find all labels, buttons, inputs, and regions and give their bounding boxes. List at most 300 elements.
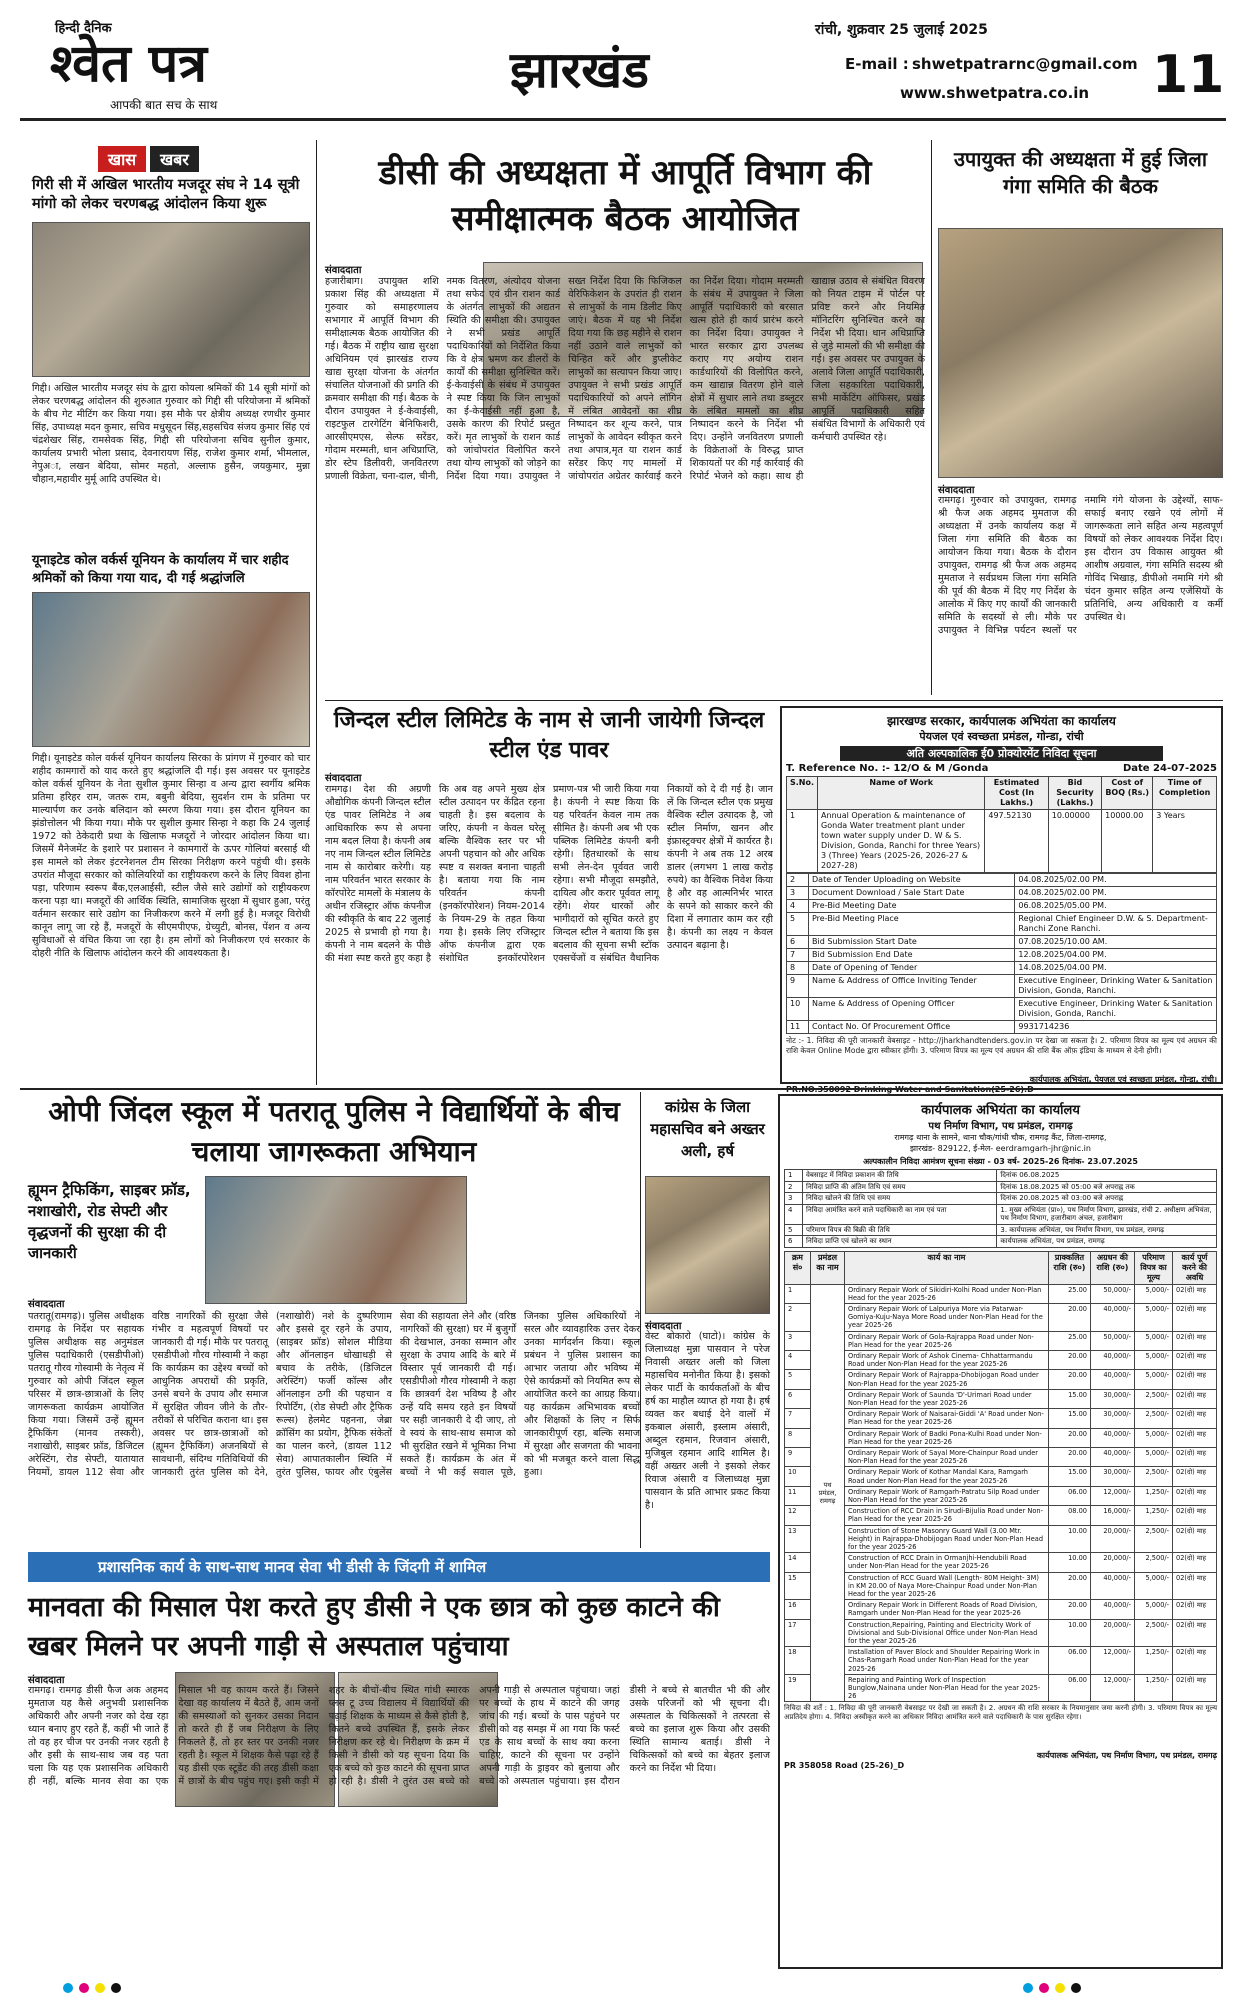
registration-dot (1023, 1983, 1033, 1993)
tender2-cell: 02(दो) माह (1173, 1284, 1217, 1303)
tender2-cell: 5,000/- (1135, 1370, 1173, 1389)
tender2-cell: 7 (785, 1409, 811, 1428)
op-jindal-body: पतरातू(रामगढ़)। पुलिस अधीक्षक रामगढ़ के निर्देश पर सहायक पुलिस अधीक्षक सह अनुमंडल पुलिस पदाधिकारी (एसडीपीओ) पतरातू गौरव गोस्वामी के नेतृत्व में गुरुवार को ओपी जिंदल स्कूल परिसर में छात्र-छात्राओं के लिए जागरूकता कार्यक्रम आयोजित किया गया। जिसमें उन्हें ह्यूमन ट्रैफिकिंग (मानव तस्करी), नशाखोरी, साइबर फ्रॉड, डिजिटल अरेस्टिंग, रोड सेफ्टी, यातायात नियमों, डायल 112 सेवा और वरिष्ठ नागरिकों की सुरक्षा जैसे गंभीर व महत्वपूर्ण विषयों पर जानकारी दी गई। मौके पर पतरातू एसडीपीओ गौरव गोस्वामी ने कहा कि कार्यक्रम का उद्देश्य बच्चों को आधुनिक अपराधों की प्रकृति, उनसे बचने के उपाय और समाज में सुरक्षित जीवन जीने के तौर-तरीकों से परिचित कराना था। इस अवसर पर छात्र-छात्राओं को (ह्यूमन ट्रैफिकिंग) अजनबियों से सावधानी, संदिग्ध गतिविधियों की जानकारी तुरंत पुलिस को देने, (नशाखोरी) नशे के दुष्परिणाम और इससे दूर रहने के उपाय, (साइबर फ्रॉड) सोशल मीडिया और ऑनलाइन धोखाधड़ी से बचाव के तरीके, (डिजिटल अरेस्टिंग) फर्जी कॉल्स और ऑनलाइन ठगी की पहचान व रिपोर्टिंग, (रोड सेफ्टी और ट्रैफिक रूल्स) हेलमेट पहनना, जेब्रा क्रॉसिंग का प्रयोग, ट्रैफिक संकेतों का पालन करने, (डायल 112 सेवा) आपातकालीन स्थिति में तुरंत पुलिस, फायर और एंबुलेंस सेवा की सहायता लेने और (वरिष्ठ नागरिकों की सुरक्षा) घर में बुजुर्गों की देखभाल, उनका सम्मान और सुरक्षा के उपाय आदि के बारे में विस्तार पूर्व जानकारी दी गई। एसडीपीओ गौरव गोस्वामी ने कहा कि छात्रवर्ग देश भविष्य है और उन्हें यदि समय रहते इन विषयों पर सही जानकारी दे दी जाए, तो वे स्वयं के साथ-साथ समाज को भी सुरक्षित रखने में भूमिका निभा सकते हैं। कार्यक्रम के अंत में बच्चों ने भी कई सवाल पूछे, जिनका पुलिस अधिकारियों ने सरल और व्यावहारिक उत्तर देकर उनका मार्गदर्शन किया। स्कूल प्रबंधन ने पुलिस प्रशासन का आभार जताया और भविष्य में ऐसे कार्यक्रमों को नियमित रूप से आयोजित करने का आग्रह किया। यह कार्यक्रम अभिभावक बच्चों और शिक्षकों के लिए न सिर्फ जानकारीपूर्ण रहा, बल्कि समाज में सुरक्षा और सजगता की भावना को भी मजबूत करने वाला सिद्ध हुआ। (28, 1311, 640, 1478)
tender2-header1: कार्यपालक अभियंता का कार्यालय (921, 1103, 1080, 1118)
op-jindal-body-columns (28, 1310, 640, 1548)
tender2-cell: 12,000/- (1091, 1486, 1135, 1505)
edition-date: रांची, शुक्रवार 25 जुलाई 2025 (815, 22, 988, 38)
tender2-cell: 06.00 (1049, 1647, 1091, 1675)
tender2-cell: 02(दो) माह (1173, 1303, 1217, 1331)
tender1-cell: Date of Opening of Tender (809, 962, 1015, 975)
tender2-cell: दिनांक 18.08.2025 को 05:00 बजे अपराह्न तक (997, 1181, 1217, 1193)
registration-dot (79, 1983, 89, 1993)
tender2-cell: 2,500/- (1135, 1467, 1173, 1486)
tender2-header4: झारखंड- 829122, ई-मेल- eerdramgarh-jhr@nic.in (910, 1144, 1091, 1153)
tender2-detail-row (785, 1181, 1217, 1193)
dc-banner: प्रशासनिक कार्य के साथ-साथ मानव सेवा भी डीसी के जिंदगी में शामिल (28, 1552, 770, 1582)
tender2-cell: 02(दो) माह (1173, 1674, 1217, 1702)
tender2-cell: 1,250/- (1135, 1486, 1173, 1505)
tender2-detail-row (785, 1170, 1217, 1182)
tender1-notice-title: अति अल्पकालिक ई0 प्रोक्योरमेंट निविदा सूचना (840, 746, 1163, 761)
tender2-cell: 20.00 (1049, 1447, 1091, 1466)
tender2-detail-row (785, 1224, 1217, 1236)
ganga-rule (931, 140, 932, 695)
tender2-work-row (785, 1409, 1217, 1428)
tender2-work-row (785, 1370, 1217, 1389)
tender2-cell: 06.00 (1049, 1486, 1091, 1505)
tender2-cell: Ordinary Repair Work of Gola-Rajrappa Road under Non-Plan Head for the year 2025-26 (845, 1331, 1049, 1350)
tender1-cell: 8 (787, 962, 809, 975)
tender1-cell: Pre-Bid Meeting Date (809, 900, 1015, 913)
tender2-notice (778, 1094, 1223, 1969)
tender2-cell: 02(दो) माह (1173, 1467, 1217, 1486)
tender2-cell: 02(दो) माह (1173, 1350, 1217, 1369)
tender2-header3: रामगढ़ थाना के सामने, थाना चौक/गांधी चौक, रामगढ़ कैंट, जिला-रामगढ़, (894, 1133, 1107, 1142)
lead-body: हजारीबाग। उपायुक्त शशि प्रकाश सिंह की अध्यक्षता में गुरुवार को समाहरणालय सभागार में आपूर्ति विभाग की समीक्षात्मक बैठक आयोजित की गई। बैठक में राष्ट्रीय खाद्य सुरक्षा अधिनियम एवं झारखंड राज्य खाद्य सुरक्षा योजना के अंतर्गत संचालित योजनाओं की प्रगति की क्रमवार समीक्षा की गई। बैठक के दौरान उपायुक्त ने ई-केवाईसी, राइटफुल टारगेटिंग बेनिफिशरी, आरसीएमएस, सेल्फ सरेंडर, गोदाम मरम्मती, धान अधिप्राप्ति, डोर स्टेप डिलीवरी, जनवितरण प्रणाली विक्रेता, चना-दाल, चीनी, नमक वितरण, अंत्योदय योजना तथा सफेद एवं ग्रीन राशन कार्ड के अंतर्गत लाभुकों की अद्यतन स्थिति की समीक्षा की। उपायुक्त ने सभी प्रखंड आपूर्ति पदाधिकारियों को निर्देशित किया कि वे क्षेत्र भ्रमण कर डीलरों के कार्यों की समीक्षा सुनिश्चित करें। ई-केवाईसी के संबंध में उपायुक्त ने स्पष्ट किया कि जिन लाभुकों का ई-केवाईसी नहीं हुआ है, उसके कारण की रिपोर्ट प्रस्तुत करें। मृत लाभुकों के राशन कार्ड को जांचोपरांत विलोपित करने तथा योग्य लाभुकों को जोड़ने का निर्देश दिया गया। उपायुक्त ने सख्त निर्देश दिया कि फिजिकल वेरिफिकेशन के उपरांत ही राशन से लाभुकों के नाम डिलीट किए जाएं। बैठक में यह भी निर्देश दिया गया कि छह महीने से राशन नहीं उठाने वाले लाभुकों को चिन्हित करें और डुप्लीकेट लाभुकों का सत्यापन किया जाए। उपायुक्त ने सभी प्रखंड आपूर्ति पदाधिकारियों को अपने लॉगिन में लंबित आवेदनों का शीघ्र निष्पादन कर शून्य करने, पात्र लाभुकों के आवेदन स्वीकृत करने तथा अपात्र,मृत या राशन कार्ड सरेंडर किए गए मामलों में जांचोपरांत अग्रेतर कार्रवाई करने का निर्देश दिया। गोदाम मरम्मती के संबंध में उपायुक्त ने जिला आपूर्ति पदाधिकारी को बरसात खत्म होते ही कार्य प्रारंभ करने का निर्देश दिया। उपायुक्त ने भारत सरकार द्वारा उपलब्ध कराए गए अयोग्य राशन कार्डधारियों की विलोपित करने, कम खाद्यान्न वितरण होने वाले क्षेत्रों में सुधार लाने तथा डब्लूटर के लंबित मामलों का शीघ्र निष्पादन करने के निर्देश भी दिए। उन्होंने जनवितरण प्रणाली के विक्रेताओं के विरुद्ध प्राप्त शिकायतों पर की गई कार्रवाई की रिपोर्ट भेजने को कहा। साथ ही खाद्यान्न उठाव से संबंधित विवरण को नियत टाइम में पोर्टल पर प्रविष्ट करने और नियमित मॉनिटरिंग सुनिश्चित करने का निर्देश भी दिया। धान अधिप्राप्ति से जुड़े मामलों की भी समीक्षा की गई। इस अवसर पर उपायुक्त के अलावे जिला आपूर्ति पदाधिकारी, जिला सहकारिता पदाधिकारी, सभी मार्केटिंग ऑफिसर, प्रखंड आपूर्ति पदाधिकारी सहित संबंधित विभागों के अधिकारी एवं कर्मचारी उपस्थित रहे। (325, 276, 925, 482)
congress-rule (640, 1092, 641, 1548)
tender2-work-row (785, 1486, 1217, 1505)
tender2-cell: 1,250/- (1135, 1647, 1173, 1675)
tender2-footer: निविदा की शर्तें : 1. निविदा की पूरी जानकारी वेबसाइट पर देखी जा सकती है। 2. अग्रधन की राशि सरकार के नियमानुसार जमा करनी होगी। 3. परिमाण विपत्र का मूल्य अप्रतिदेय होगा। 4. निविदा अस्वीकृत करने का अधिकार निविदा आमंत्रित करने वाले पदाधिकारी के पास सुरक्षित रहेगा। (784, 1704, 1217, 1722)
congress-photo (645, 1176, 770, 1314)
tender2-work-row (785, 1506, 1217, 1525)
tender2-cell: 5,000/- (1135, 1428, 1173, 1447)
tender2-col: कार्य पूर्ण करने की अवधि (1173, 1251, 1217, 1284)
tender1-cell: Executive Engineer, Drinking Water & Sanitation Division, Gonda, Ranchi. (1015, 998, 1217, 1021)
story2-body: गिद्दी। यूनाइटेड कोल वर्कर्स यूनियन कार्यालय सिरका के प्रांगण में गुरुवार को चार शहीद कामगारों को याद करते हुए श्रद्धांजलि दी गई। इस अवसर पर यूनाइटेड कोल वर्कर्स यूनियन के नेता सुशील कुमार सिन्हा व अन्य द्वारा स्वर्गीय श्रमिक प्रतिमा हरिहर राम, जतरू राम, बबुनी बेदिया, सुदर्शन राम के प्रतिमा पर माल्यार्पण कर उनके बलिदान को स्मरण किया गया। इस दौरान यूनियन का झंडोत्तोलन भी किया गया। मौके पर सुशील कुमार सिन्हा ने कहा कि 24 जुलाई 1972 को ठेकेदारी प्रथा के खिलाफ मजदूरों ने जोरदार आंदोलन किया था।जिसमें मैनेजमेंट के इशारे पर प्रशासन ने कामगारों के ऊपर गोलियां बरसाई थी इस मामले को लेकर इंटरनेशनल टीम सिरका निरीक्षण करने पहुंची थी। इसके उपरांत मौजूदा सरकार को कोलियरियों का राष्ट्रीयकरण करने के लिए विवश होना पड़ा, परिणाम स्वरूप बैंक,एलआईसी, स्टील जैसे सारे उद्योगों को राष्ट्रीयकरण करना पड़ा था। मजदूरों की आर्थिक स्थिति, सामाजिक सुरक्षा में सुधार हुआ, परंतु वर्तमान सरकार सारे उद्योग का निजीकरण करने में लगी हुई है। मजदूर विरोधी कानून लागू जा रहे हैं, मजदूरों के सीएमपीएफ, ग्रेच्युटी, बोनस, पेंशन व अन्य सुविधाओं से वंचित किया जा रहा है। हम लोगों को निजीकरण एवं सरकार के दोहरी नीति के खिलाफ आंदोलन करने की आवश्यकता है। (32, 753, 310, 959)
op-jindal-photo (205, 1176, 467, 1304)
tender2-work-row (785, 1447, 1217, 1466)
tender2-cell: 20,000/- (1091, 1553, 1135, 1572)
tender2-work-row (785, 1389, 1217, 1408)
tender2-cell: 25.00 (1049, 1331, 1091, 1350)
tender1-cell: 04.08.2025/02.00 PM. (1015, 874, 1217, 887)
tender2-cell: Ordinary Repair Work of Ashok Cinema- Chhattarmandu Road under Non-Plan Head for the year 2025-26 (845, 1350, 1049, 1369)
tender1-table (786, 776, 1217, 873)
registration-dot (1071, 1983, 1081, 1993)
tender2-cell: 2,500/- (1135, 1619, 1173, 1647)
tender2-cell: 2,500/- (1135, 1389, 1173, 1408)
tender1-schedule-row (787, 962, 1217, 975)
op-jindal-subhead: ह्यूमन ट्रैफिकिंग, साइबर फ्रॉड, नशाखोरी, रोड सेफ्टी और वृद्धजनों की सुरक्षा की दी जानकारी (28, 1181, 191, 1262)
tender1-col: S.No. (787, 777, 818, 810)
tender2-notice-number: अल्पकालीन निविदा आमंत्रण सूचना संख्या - 03 वर्ष- 2025-26 दिनांक- 23.07.2025 (863, 1157, 1138, 1166)
tender2-cell: 3 (785, 1193, 803, 1205)
tender2-cell: 02(दो) माह (1173, 1553, 1217, 1572)
tender2-table-header (785, 1251, 1217, 1284)
tender2-cell: 5,000/- (1135, 1572, 1173, 1600)
tender1-cell: Bid Submission Start Date (809, 936, 1015, 949)
tender1-col: Cost of BOQ (Rs.) (1102, 777, 1153, 810)
tender2-cell: 40,000/- (1091, 1370, 1135, 1389)
story2-headline: यूनाइटेड कोल वर्कर्स यूनियन के कार्यालय में चार शहीद श्रमिकों को किया गया याद, दी गई श्रद्धांजलि (32, 553, 289, 586)
tender2-cell: 30,000/- (1091, 1389, 1135, 1408)
tender1-cell: 04.08.2025/02.00 PM. (1015, 887, 1217, 900)
tender2-cell: 10.00 (1049, 1525, 1091, 1553)
tender2-cell: 2,500/- (1135, 1553, 1173, 1572)
tender2-division-cell: पथ प्रमंडल, रामगढ़ (811, 1284, 845, 1702)
tender2-cell: 12,000/- (1091, 1674, 1135, 1702)
tender2-col: परिमाण विपत्र का मूल्य (1135, 1251, 1173, 1284)
tender2-cell: Construction of RCC Guard Wall (Length- 80M Height- 3M) in KM 20.00 of Naya More-Chainpur Road under Non-Plan Head for the year 2025-26 (845, 1572, 1049, 1600)
tender2-cell: 20.00 (1049, 1303, 1091, 1331)
tender2-cell: 20.00 (1049, 1572, 1091, 1600)
tender2-cell: 02(दो) माह (1173, 1447, 1217, 1466)
tender1-cell: 10000.00 (1102, 810, 1153, 873)
tender1-schedule-row (787, 887, 1217, 900)
page-number: 11 (1152, 45, 1225, 105)
tender2-cell: 6 (785, 1236, 803, 1248)
tender1-cell: 3 Years (1153, 810, 1217, 873)
tender1-col: Time of Completion (1153, 777, 1217, 810)
tender2-cell: 40,000/- (1091, 1600, 1135, 1619)
tender2-cell: 50,000/- (1091, 1331, 1135, 1350)
tender2-cell: 5,000/- (1135, 1447, 1173, 1466)
dc-body-columns (28, 1684, 770, 1967)
tender2-work-row (785, 1600, 1217, 1619)
tender1-table-header (787, 777, 1217, 810)
congress-headline: कांग्रेस के जिला महासचिव बने अख्तर अली, हर्ष (650, 1098, 765, 1160)
jindal-byline: संवाददाता (325, 773, 362, 784)
tender2-cell: 10.00 (1049, 1619, 1091, 1647)
section-title: झारखंड (510, 40, 649, 99)
tender2-cell: 30,000/- (1091, 1409, 1135, 1428)
tender1-cell: 497.52130 (985, 810, 1048, 873)
registration-dot (63, 1983, 73, 1993)
tender2-cell: 20.00 (1049, 1370, 1091, 1389)
tender1-cell: 6 (787, 936, 809, 949)
tender2-cell: 16 (785, 1600, 811, 1619)
tender1-ref-date: Date 24-07-2025 (1122, 763, 1217, 774)
tender2-cell: 13 (785, 1525, 811, 1553)
tender2-cell: 5,000/- (1135, 1350, 1173, 1369)
tender2-cell: 11 (785, 1486, 811, 1505)
tender2-cell: Ordinary Repair Work of Sayal More-Chainpur Road under Non-Plan Head for the year 2025-26 (845, 1447, 1049, 1466)
jindal-headline: जिन्दल स्टील लिमिटेड के नाम से जानी जायेगी जिन्दल स्टील एंड पावर (333, 708, 765, 763)
website-link[interactable]: www.shwetpatra.co.in (900, 84, 1090, 102)
tender2-cell: Ordinary Repair Work of Sikidiri-Kolhi Road under Non-Plan Head for the year 2025-26 (845, 1284, 1049, 1303)
tender2-cell: Ordinary Repair Work of Badki Pona-Kulhi Road under Non-Plan Head for the year 2025-26 (845, 1428, 1049, 1447)
tender1-cell: 5 (787, 913, 809, 936)
tender1-cell: 07.08.2025/10.00 AM. (1015, 936, 1217, 949)
tender2-cell: 5,000/- (1135, 1600, 1173, 1619)
ganga-photo (938, 228, 1223, 478)
tender2-cell: 2 (785, 1303, 811, 1331)
registration-marks-right (1020, 1978, 1180, 1992)
tender2-cell: 20.00 (1049, 1350, 1091, 1369)
tender2-cell: 15.00 (1049, 1389, 1091, 1408)
tender2-cell: 12,000/- (1091, 1647, 1135, 1675)
tender2-cell: 5 (785, 1224, 803, 1236)
tender2-cell: 02(दो) माह (1173, 1370, 1217, 1389)
tender2-cell: 10 (785, 1467, 811, 1486)
congress-body: वेस्ट बोकारो (घाटो)। कांग्रेस के जिलाध्यक्ष मुन्ना पासवान ने परेज निवासी अख्तर अली को जिला महासचिव मनोनीत किया है। इसको लेकर पार्टी के कार्यकर्ताओं के बीच हर्ष का माहौल व्याप्त हो गया है। हर्ष व्यक्त कर बधाई देने वालों में इकबाल अंसारी, इस्लाम अंसारी, अब्दुल रहमान, रिजवान अंसारी, मुजिबुल रहमान आदि शामिल है। वहीं अख्तर अली ने इसको लेकर रिवाज अंसारी व जिलाध्यक्ष मुन्ना पासवान के प्रति आभार प्रकट किया है। (645, 1331, 770, 1511)
brand-small: हिन्दी दैनिक (55, 21, 112, 36)
tender2-cell: निविदा खोलने की तिथि एवं समय (803, 1193, 997, 1205)
tender2-cell: 4 (785, 1350, 811, 1369)
tender2-cell: 02(दो) माह (1173, 1600, 1217, 1619)
tender2-cell: 02(दो) माह (1173, 1506, 1217, 1525)
tender2-cell: निविदा प्राप्ति की अंतिम तिथि एवं समय (803, 1181, 997, 1193)
tender2-cell: परिमाण विपत्र की बिक्री की तिथि (803, 1224, 997, 1236)
tender2-work-row (785, 1428, 1217, 1447)
tender1-col: Name of Work (818, 777, 985, 810)
tender2-work-row (785, 1572, 1217, 1600)
brand-tagline: आपकी बात सच के साथ (110, 98, 218, 112)
tender1-cell: 3 (787, 887, 809, 900)
jindal-body-columns (325, 783, 773, 1083)
registration-dot (95, 1983, 105, 1993)
tender2-cell: 3 (785, 1331, 811, 1350)
tender1-schedule-row (787, 900, 1217, 913)
tender1-schedule-row (787, 936, 1217, 949)
tender2-cell: Construction of Stone Masonry Guard Wall (3.00 Mtr. Height) in Rajrappa-Dhobijogan Road under Non-Plan Head for the year 2025-26 (845, 1525, 1049, 1553)
tender2-cell: 02(दो) माह (1173, 1647, 1217, 1675)
dc-headline: मानवता की मिसाल पेश करते हुए डीसी ने एक छात्र को कुछ काटने की खबर मिलने पर अपनी गाड़ी से अस्पताल पहुंचाया (28, 1592, 720, 1662)
khas-label: खास (98, 146, 146, 172)
tender2-col: प्रमंडल का नाम (811, 1251, 845, 1284)
tender2-cell: 5 (785, 1370, 811, 1389)
tender1-ref-row (786, 763, 1217, 774)
tender2-cell: 20,000/- (1091, 1525, 1135, 1553)
tender2-cell: 14 (785, 1553, 811, 1572)
story1-body: गिद्दी। अखिल भारतीय मजदूर संघ के द्वारा कोयला श्रमिकों की 14 सूत्री मांगों को लेकर चरणबद्ध आंदोलन की शुरुआत गुरुवार को गिद्दी सी परियोजना में श्रमिकों के बीच गेट मीटिंग कर किया गया। इस मौके पर क्षेत्रीय अध्यक्ष रणधीर कुमार सिंह, उपाध्यक्ष मदन कुमार, सचिव मधुसूदन सिंह,सहसचिव संजय कुमार सिंह एवं चंद्रशेखर सिंह, रामसेवक सिंह, गिद्दी सी परियोजना सचिव सुनील कुमार, कार्यालय प्रभारी भोला प्रसाद, देवनारायण सिंह, राजेश कुमार शर्मा, भीमलाल, नेपुअा, लखन बेदिया, सोमर महतो, अल्लाफ हुसैन, जयकुमार, मुन्ना चौहान,महावीर मुर्मू आदि उपस्थित थे। (32, 383, 310, 485)
registration-dot (111, 1983, 121, 1993)
tender2-cell: 40,000/- (1091, 1350, 1135, 1369)
tender2-cell: 02(दो) माह (1173, 1486, 1217, 1505)
tender2-work-row (785, 1619, 1217, 1647)
tender2-cell: वेबसाइट में निविदा प्रकाशन की तिथि (803, 1170, 997, 1182)
tender2-cell: 2 (785, 1181, 803, 1193)
tender1-cell: Annual Operation & maintenance of Gonda Water treatment plant under town water supply under D. W & S. Division, Gonda, Ranchi for three Years) 3 (Three) Years (2025-26, 2026-27 & 2027-28) (818, 810, 985, 873)
tender2-cell: 02(दो) माह (1173, 1409, 1217, 1428)
tender2-cell: निविदा आमंत्रित करने वाले पदाधिकारी का नाम एवं पता (803, 1204, 997, 1224)
tender2-pr-no: PR 358058 Road (25-26)_D (784, 1761, 905, 1771)
tender1-row (787, 810, 1217, 873)
tender2-cell: 02(दो) माह (1173, 1572, 1217, 1600)
op-jindal-headline: ओपी जिंदल स्कूल में पतरातू पुलिस ने विद्यार्थियों के बीच चलाया जागरूकता अभियान (48, 1095, 620, 1168)
tender2-work-row (785, 1303, 1217, 1331)
tender1-cell: 14.08.2025/04.00 PM. (1015, 962, 1217, 975)
tender2-cell: 4 (785, 1204, 803, 1224)
email-label: E-mail : (845, 55, 909, 73)
tender2-cell: Ordinary Repair Work of Rajrappa-Dhobijogan Road under Non-Plan Head for the year 2025-26 (845, 1370, 1049, 1389)
tender1-note: नोट :- 1. निविदा की पूरी जानकारी वेबसाइट - http://jharkhandtenders.gov.in पर देखा जा सकता है। 2. परिमाण विपत्र का मूल्य एवं अग्रधन की राशि केवल Online Mode द्वारा स्वीकार होंगी। 3. परिमाण विपत्र का मूल्य एवं अग्रधन की राशि बैंक ऑफ़ इंडिया के माध्यम से देनी होगी। (786, 1036, 1218, 1055)
tender2-cell: Repairing and Painting Work of Inspection Bunglow,Nainana under Non-Plan Head for the year 2025-26 (845, 1674, 1049, 1702)
masthead (0, 0, 1246, 120)
tender2-cell: 02(दो) माह (1173, 1389, 1217, 1408)
tender2-cell: 25.00 (1049, 1284, 1091, 1303)
khabar-label: खबर (150, 146, 199, 172)
tender2-cell: 9 (785, 1447, 811, 1466)
tender2-cell: 1 (785, 1284, 811, 1303)
dc-byline: संवाददाता (28, 1675, 65, 1686)
brand-logo: श्वेत पत्र (50, 33, 207, 94)
tender1-schedule-row (787, 949, 1217, 962)
tender1-cell: 1 (787, 810, 818, 873)
tender2-cell: 1 (785, 1170, 803, 1182)
tender1-cell: 10.00000 (1048, 810, 1101, 873)
tender1-col: Estimated Cost (In Lakhs.) (985, 777, 1048, 810)
tender1-cell: 7 (787, 949, 809, 962)
dc-body: रामगढ़। रामगढ़ डीसी फैज अक अहमद मुमताज यह कैसे अनुभवी प्रशासनिक अधिकारी और अपनी नजर को देख रहा ध्यान बनाए हुए रहते हैं, कहीं भी जाते हैं तो वह हर चीज पर उनकी नजर रहती है और इसी के साथ-साथ जब वह पता चला कि यह एक प्रशासनिक अधिकारी ही नहीं, बल्कि मानव सेवा का एक मिसाल भी वह कायम करते हैं। जिसने देखा वह कार्यालय में बैठते हैं, आम जनों की समस्याओं को सुनकर उसका निदान तो करते ही हैं जब निरीक्षण के लिए निकलते हैं, तो हर स्तर पर उनकी नजर रहती है। स्कूल में शिक्षक कैसे पढ़ा रहे हैं यह डीसी एक स्टूडेंट की तरह डीसी कक्षा में छात्रों के बीच पहुंच गए। इसी कड़ी में शहर के बीचों-बीच स्थित गांधी स्मारक प्लस टू उच्च विद्यालय में विद्यार्थियों की पढ़ाई शिक्षक के माध्यम से कैसे होती है, कितने बच्चे उपस्थित हैं, इसके लेकर निरीक्षण कर रहे थे। निरीक्षण के क्रम में किसी ने डीसी को यह सूचना दिया कि एक बच्चे को कुछ काटने की सूचना प्राप्त हो रही है। डीसी ने तुरंत उस बच्चे को अपनी गाड़ी से अस्पताल पहुंचाया। जहां पर बच्चों के हाथ में काटने की जगह जांच की गई। बच्चों के पास पहुंचने पर डीसी को वह समझ में आ गया कि फर्स्ट एड के साथ बच्चों के साथ क्या करना चाहिए, काटने की सूचना पर उन्होंने अपनी गाड़ी के ड्राइवर को बुलाया और बच्चे को अस्पताल पहुंचाया। इस दौरान डीसी ने बच्चे से बातचीत भी की और उसके परिजनों को भी सूचना दी। अस्पताल के चिकित्सकों ने तत्परता से बच्चे का इलाज शुरू किया और उसकी स्थिति सामान्य बताई। डीसी ने चिकित्सकों को बच्चे का बेहतर इलाज करने का निर्देश भी दिया। (28, 1685, 770, 1787)
tender1-signatory: कार्यपालक अभियंता, पेयजल एवं स्वच्छता प्रमंडल, गोन्डा, रांची। (1029, 1075, 1217, 1084)
tender1-ref: T. Reference No. :- 12/O & M /Gonda (786, 763, 989, 774)
tender1-cell: Executive Engineer, Drinking Water & Sanitation Division, Gonda, Ranchi. (1015, 975, 1217, 998)
tender2-cell: 20,000/- (1091, 1619, 1135, 1647)
jindal-top-rule (325, 700, 1223, 701)
tender2-cell: 15.00 (1049, 1467, 1091, 1486)
tender2-detail-row (785, 1204, 1217, 1224)
left-col-rule (316, 140, 317, 1085)
tender1-cell: 2 (787, 874, 809, 887)
tender1-cell: Name & Address of Opening Officer (809, 998, 1015, 1021)
tender2-cell: 02(दो) माह (1173, 1525, 1217, 1553)
tender2-works-table (784, 1251, 1217, 1703)
tender1-header2: पेयजल एवं स्वच्छता प्रमंडल, गोन्डा, रांची (919, 730, 1084, 743)
tender2-signatory: कार्यपालक अभियंता, पथ निर्माण विभाग, पथ प्रमंडल, रामगढ़ (1036, 1751, 1217, 1761)
tender2-cell: Construction of RCC Drain in Ormanjhi-Hendubili Road under Non-Plan Head for the year 2025-26 (845, 1553, 1049, 1572)
tender2-cell: 30,000/- (1091, 1467, 1135, 1486)
tender2-work-row (785, 1647, 1217, 1675)
tender2-cell: Ordinary Repair Work of Saunda 'D'-Urimari Road under Non-Plan Head for the year 2025-26 (845, 1389, 1049, 1408)
congress-byline: संवाददाता (645, 1321, 682, 1332)
tender2-cell: 5,000/- (1135, 1303, 1173, 1331)
tender2-cell: 40,000/- (1091, 1572, 1135, 1600)
tender1-schedule-row (787, 975, 1217, 998)
tender2-cell: Construction,Repairing, Painting and Electricity Work of Divisional and Sub-Divisional Office under Non-Plan Head for the year 2025-26 (845, 1619, 1049, 1647)
tender2-cell: Ordinary Repair Work of Ramgarh-Patratu Silp Road under Non-Plan Head for the year 2025-26 (845, 1486, 1049, 1505)
tender2-col: प्राक्कलित राशि (रु०) (1049, 1251, 1091, 1284)
tender1-cell: 4 (787, 900, 809, 913)
tender2-cell: Ordinary Repair Work in Different Roads of Road Division, Ramgarh under Non-Plan Head for the year 2025-26 (845, 1600, 1049, 1619)
ganga-headline: उपायुक्त की अध्यक्षता में हुई जिला गंगा समिति की बैठक (953, 147, 1208, 198)
tender2-col: अग्रधन की राशि (रु०) (1091, 1251, 1135, 1284)
tender2-cell: 40,000/- (1091, 1428, 1135, 1447)
tender2-col: क्रम सं० (785, 1251, 811, 1284)
tender2-cell: 8 (785, 1428, 811, 1447)
tender1-schedule-row (787, 1021, 1217, 1034)
tender2-detail-row (785, 1193, 1217, 1205)
tender2-cell: 08.00 (1049, 1506, 1091, 1525)
tender2-details (784, 1169, 1217, 1248)
tender2-cell: 40,000/- (1091, 1447, 1135, 1466)
ganga-body: रामगढ़। गुरुवार को उपायुक्त, रामगढ़ श्री फैज अक अहमद मुमताज की अध्यक्षता में उनके कार्यालय कक्ष में जिला गंगा समिति की बैठक का आयोजन किया गया। बैठक के दौरान उपायुक्त, रामगढ़ श्री फैज अक अहमद मुमताज ने सर्वप्रथम जिला गंगा समिति की पूर्व की बैठक में दिए गए निर्देश के आलोक में किए गए कार्यों की जानकारी समिति के सदस्यों से ली। मौके पर उपायुक्त ने विभिन्न पर्यटन स्थलों पर नमामि गंगे योजना के उद्देश्यों, साफ-सफाई बनाए रखने एवं लोगों में जागरूकता लाने सहित अन्य महत्वपूर्ण विषयों को लेकर आवश्यक निर्देश दिए। इस दौरान उप विकास आयुक्त श्री आशीष अग्रवाल, गंगा समिति सदस्य श्री गोविंद भिखाड़, डीपीओ नमामि गंगे श्री चंदन कुमार सहित अन्य एजेंसियों के प्रतिनिधि, अन्य अधिकारी व कर्मी उपस्थित थे। (938, 495, 1223, 636)
tender2-cell: Ordinary Repair Work of Kothar Mandal Kara, Ramgarh Road under Non-Plan Head for the year 2025-26 (845, 1467, 1049, 1486)
tender1-cell: 9931714236 (1015, 1021, 1217, 1034)
tender2-cell: 50,000/- (1091, 1284, 1135, 1303)
tender1-schedule-row (787, 874, 1217, 887)
tender2-cell: 15.00 (1049, 1409, 1091, 1428)
tender2-cell: 02(दो) माह (1173, 1331, 1217, 1350)
tender1-schedule-row (787, 913, 1217, 936)
tender2-work-row (785, 1553, 1217, 1572)
tender1-cell: 06.08.2025/05.00 PM. (1015, 900, 1217, 913)
tender2-cell: 1,250/- (1135, 1506, 1173, 1525)
tender1-cell: 11 (787, 1021, 809, 1034)
tender2-cell: 1. मुख्य अभियंता (प्रा०), पथ निर्माण विभाग, झारखंड, रांची 2. अधीक्षण अभियंता, पथ निर्माण विभाग, हजारीबाग अंचल, हजारीबाग (997, 1204, 1217, 1224)
tender2-detail-row (785, 1236, 1217, 1248)
tender2-cell: Ordinary Repair Work of Naisarai-Giddi 'A' Road under Non-Plan Head for the year 2025-26 (845, 1409, 1049, 1428)
tender1-schedule-row (787, 998, 1217, 1021)
story2-photo (32, 592, 310, 747)
tender1-cell: Date of Tender Uploading on Website (809, 874, 1015, 887)
tender2-header2: पथ निर्माण विभाग, पथ प्रमंडल, रामगढ़ (928, 1121, 1073, 1132)
tender2-cell: 19 (785, 1674, 811, 1702)
tender2-work-row (785, 1350, 1217, 1369)
tender2-cell: 12 (785, 1506, 811, 1525)
tender2-cell: 3. कार्यपालक अभियंता, पथ निर्माण विभाग, पथ प्रमंडल, रामगढ़ (997, 1224, 1217, 1236)
tender2-cell: Ordinary Repair Work of Lalpuriya More via Patarwar-Gomiya-Kuju-Naya More Road under Non-Plan Head for the year 2025-26 (845, 1303, 1049, 1331)
tender2-cell: 5,000/- (1135, 1284, 1173, 1303)
tender2-cell: 15 (785, 1572, 811, 1600)
story1-photo (32, 222, 310, 377)
tender2-cell: 10.00 (1049, 1553, 1091, 1572)
op-jindal-top-rule (20, 1088, 1223, 1090)
ganga-byline: संवाददाता (938, 485, 975, 496)
email-link[interactable]: shwetpatrarnc@gmail.com (912, 55, 1138, 73)
tender2-work-row (785, 1331, 1217, 1350)
tender2-work-row (785, 1525, 1217, 1553)
tender2-cell: कार्यपालक अभियंता, पथ प्रमंडल, रामगढ़ (997, 1236, 1217, 1248)
lead-byline: संवाददाता (325, 265, 362, 276)
op-jindal-byline: संवाददाता (28, 1299, 65, 1310)
tender2-cell: 20.00 (1049, 1428, 1091, 1447)
jindal-body: रामगढ़। देश की अग्रणी औद्योगिक कंपनी जिन्दल स्टील एंड पावर लिमिटेड ने अब आधिकारिक रूप से अपना नाम बदल लिया है। कंपनी अब नए नाम जिन्दल स्टील लिमिटेड नाम से कारोबार करेगी। यह नाम परिवर्तन भारत सरकार के कॉरपोरेट मामलों के मंत्रालय के अधीन रजिस्ट्रार ऑफ कंपनीज की स्वीकृति के बाद 22 जुलाई 2025 से प्रभावी हो गया है। कंपनी ने नाम बदलने के पीछे की मंशा स्पष्ट करते हुए कहा है कि अब वह अपने मुख्य क्षेत्र स्टील उत्पादन पर केंद्रित रहना चाहती है। इस बदलाव के जरिए, कंपनी न केवल घरेलू बल्कि वैश्विक स्तर पर भी अपनी पहचान को और अधिक स्पष्ट व सशक्त बनाना चाहती है। बताया गया कि नाम परिवर्तन कंपनी (इनकॉरपोरेशन) नियम-2014 के नियम-29 के तहत किया गया है। इसके लिए रजिस्ट्रार ऑफ कंपनीज द्वारा एक संशोधित इनकॉरपोरेशन प्रमाण-पत्र भी जारी किया गया है। कंपनी ने स्पष्ट किया कि यह परिवर्तन केवल नाम तक सीमित है। कंपनी अब भी एक पब्लिक लिमिटेड कंपनी बनी रहेगी। हितधारकों के साथ सभी लेन-देन पूर्ववत जारी रहेगा। सभी मौजूदा समझौते, दायित्व और करार पूर्ववत लागू रहेंगे। शेयर धारकों और भागीदारों को सूचित करते हुए जिन्दल स्टील ने बताया कि इस बदलाव की सूचना सभी स्टॉक एक्सचेंजों व संबंधित वैधानिक निकायों को दे दी गई है। जान लें कि जिन्दल स्टील एक प्रमुख वैश्विक स्टील उत्पादक है, जो स्टील निर्माण, खनन और इंफ्रास्ट्रक्चर क्षेत्रों में कार्यरत है। कंपनी ने अब तक 12 अरब डालर (लगभग 1 लाख करोड़ रुपये) का वैश्विक निवेश किया है और वह आत्मनिर्भर भारत के सपने को साकार करने की दिशा में लगातार काम कर रही है। कंपनी का लक्ष्य न केवल उत्पादन बढ़ाना है। (325, 784, 773, 964)
tender2-cell: दिनांक 06.08.2025 (997, 1170, 1217, 1182)
tender1-cell: Pre-Bid Meeting Place (809, 913, 1015, 936)
tender1-cell: Regional Chief Engineer D.W. & S. Department-Ranchi Zone Ranchi. (1015, 913, 1217, 936)
tender2-cell: 2,500/- (1135, 1525, 1173, 1553)
tender1-cell: 12.08.2025/04.00 PM. (1015, 949, 1217, 962)
tender1-cell: Document Download / Sale Start Date (809, 887, 1015, 900)
tender2-cell: 18 (785, 1647, 811, 1675)
registration-dot (1055, 1983, 1065, 1993)
tender1-cell: 10 (787, 998, 809, 1021)
tender2-cell: 02(दो) माह (1173, 1428, 1217, 1447)
tender2-cell: Installation of Paver Block and Shoulder Repairing Work in Chas-Ramgarh Road under Non-Plan Head for the year 2025-26 (845, 1647, 1049, 1675)
tender2-cell: दिनांक 20.08.2025 को 03:00 बजे अपराह्न (997, 1193, 1217, 1205)
tender2-cell: 06.00 (1049, 1674, 1091, 1702)
tender2-work-row (785, 1284, 1217, 1303)
registration-dot (1039, 1983, 1049, 1993)
tender2-cell: 6 (785, 1389, 811, 1408)
registration-marks-left (60, 1978, 220, 1992)
tender2-cell: 40,000/- (1091, 1303, 1135, 1331)
tender2-cell: 17 (785, 1619, 811, 1647)
tender2-cell: 02(दो) माह (1173, 1619, 1217, 1647)
tender1-col: Bid Security (Lakhs.) (1048, 777, 1101, 810)
story1-headline: गिरी सी में अखिल भारतीय मजदूर संघ ने 14 सूत्री मांगो को लेकर चरणबद्ध आंदोलन किया शुरू (32, 177, 300, 212)
tender1-schedule (786, 873, 1217, 1034)
masthead-rule (20, 118, 1226, 121)
khas-khabar-tag (98, 146, 248, 172)
lead-headline: डीसी की अध्यक्षता में आपूर्ति विभाग की समीक्षात्मक बैठक आयोजित (378, 153, 872, 239)
tender2-cell: 20.00 (1049, 1600, 1091, 1619)
tender2-cell: 5,000/- (1135, 1331, 1173, 1350)
tender1-header1: झारखण्ड सरकार, कार्यपालक अभियंता का कार्यालय (887, 714, 1116, 728)
tender1-cell: Contact No. Of Procurement Office (809, 1021, 1015, 1034)
tender2-cell: निविदा प्राप्ति एवं खोलने का स्थान (803, 1236, 997, 1248)
ganga-body-columns (938, 494, 1223, 694)
tender2-cell: 16,000/- (1091, 1506, 1135, 1525)
tender1-notice (780, 706, 1223, 1084)
tender1-cell: Name & Address of Office Inviting Tender (809, 975, 1015, 998)
tender2-cell: 1,250/- (1135, 1674, 1173, 1702)
tender1-cell: 9 (787, 975, 809, 998)
lead-body-columns (325, 275, 925, 695)
tender1-cell: Bid Submission End Date (809, 949, 1015, 962)
